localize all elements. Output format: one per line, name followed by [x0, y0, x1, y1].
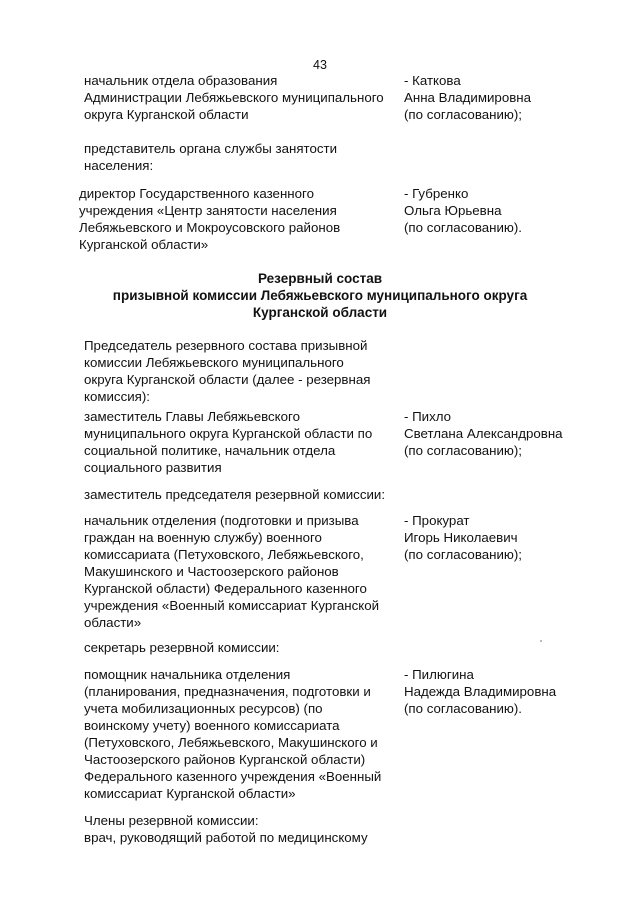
entry-role-employment-director: директор Государственного казенного учреждения «Центр занятости населения Лебяжьевского и Мокроусовского районов Курганской области»	[79, 186, 341, 252]
section-heading: Резервный состав призывной комиссии Лебяжьевского муниципального округа Курганской области	[112, 271, 528, 320]
reserve-role-department-head: начальник отделения (подготовки и призыва граждан на военную службу) военного комиссариата (Петуховского, Лебяжьевского, Макушинского и Частоозерского районов Курганской области) Федерального казенного учреждения «Военный комиссариат Курганской области»	[84, 513, 380, 630]
reserve-person-prokurat: - Прокурат Игорь Николаевич (по согласованию);	[404, 513, 522, 562]
reserve-role-chairman: Председатель резервного состава призывной комиссии Лебяжьевского муниципального округа Курганской области (далее - резервная комиссия):	[84, 338, 371, 404]
reserve-role-members: Члены резервной комиссии: врач, руководящий работой по медицинскому	[84, 813, 368, 845]
page-number: 43	[313, 58, 327, 72]
reserve-person-pilyugina: - Пилюгина Надежда Владимировна (по согласованию).	[404, 667, 557, 716]
scan-speck	[540, 640, 542, 642]
entry-person-katkova: - Каткова Анна Владимировна (по согласованию);	[404, 73, 532, 122]
reserve-role-secretary: секретарь резервной комиссии:	[84, 640, 280, 655]
reserve-role-deputy-head: заместитель Главы Лебяжьевского муниципального округа Курганской области по социальной политике, начальник отдела социального развития	[84, 409, 373, 475]
reserve-role-deputy-chairman: заместитель председателя резервной комиссии:	[84, 487, 386, 502]
entry-role-education: начальник отдела образования Администрации Лебяжьевского муниципального округа Курганской области	[84, 73, 384, 122]
reserve-role-assistant: помощник начальника отделения (планирования, предназначения, подготовки и учета мобилизационных ресурсов) (по воинскому учету) военного комиссариата (Петуховского, Лебяжьевского, Макушинского и Частоозерского районов Курганской области) Федерального казенного учреждения «Военный комиссариат Курганской области»	[84, 667, 382, 801]
entry-role-employment-service: представитель органа службы занятости населения:	[84, 141, 338, 173]
reserve-person-pikhlo: - Пихло Светлана Александровна (по согласованию);	[404, 409, 563, 458]
entry-person-gubrenko: - Губренко Ольга Юрьевна (по согласованию).	[404, 186, 522, 235]
